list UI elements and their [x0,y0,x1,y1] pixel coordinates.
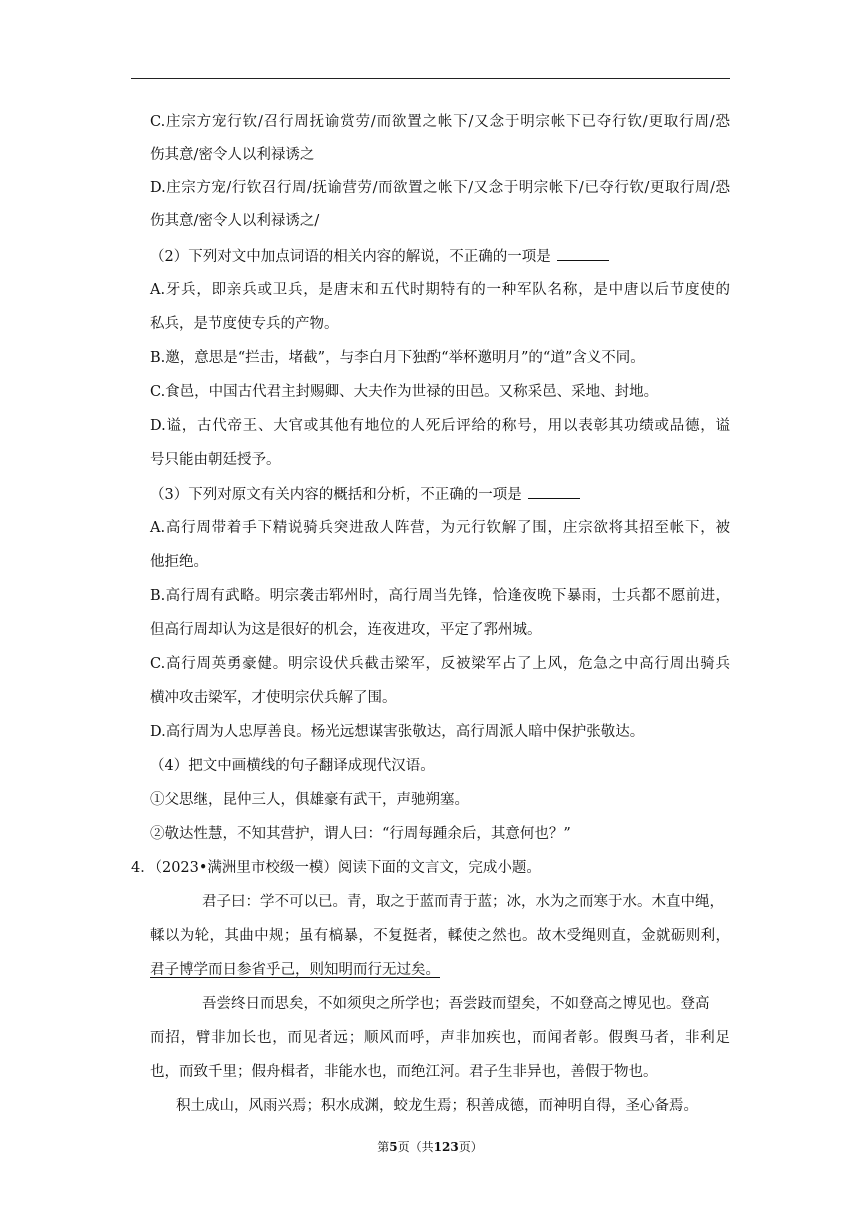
passage-p2-line3: 也，而致千里；假舟楫者，非能水也，而绝江河。君子生非异也，善假于物也。 [150,1064,658,1080]
q3-option-d: D.高行周为人忠厚善良。杨光远想谋害张敬达，高行周派人暗中保护张敬达。 [150,724,645,740]
q3-option-a-line2: 他拒绝。 [150,554,208,570]
q2-option-d-line1: D.谥，古代帝王、大官或其他有地位的人死后评给的称号，用以表彰其功绩或品德，谥 [150,418,730,434]
problem-4-heading: 4．（2023•满洲里市校级一模）阅读下面的文言文，完成小题。 [131,860,541,876]
q4-sentence-2: ②敬达性慧，不知其营护，谓人曰：“行周每踵余后，其意何也？” [150,826,571,842]
passage-p3-line1: 积土成山，风雨兴焉；积水成渊，蛟龙生焉；积善成德，而神明自得，圣心备焉。 [176,1098,698,1114]
passage-p1-line2: 輮以为轮，其曲中规；虽有槁暴，不复挺者，輮使之然也。故木受绳则直，金就砺则利， [150,928,730,944]
q3-option-c-line1: C.高行周英勇豪健。明宗设伏兵截击梁军，反被梁军占了上风，危急之中高行周出骑兵 [150,656,730,672]
q3-option-b-line2: 但高行周却认为这是很好的机会，连夜进攻，平定了郛州城。 [150,622,542,638]
option-d-line2: 伤其意/密令人以利禄诱之/ [150,213,320,229]
option-d-line1: D.庄宗方宠/行钦召行周/抚谕营劳/而欲置之帐下/又念于明宗帐下/已夺行钦/更取行周/恐 [150,180,730,196]
q3-option-a-line1: A.高行周带着手下精说骑兵突进敌人阵营，为元行钦解了围，庄宗欲将其招至帐下，被 [150,520,730,536]
q2-option-a-line2: 私兵，是节度使专兵的产物。 [150,316,339,332]
option-c-line2: 伤其意/密令人以利禄诱之 [150,147,315,163]
passage-underlined-sentence: 君子博学而日参省乎己，则知明而行无过矣。 [150,962,440,978]
q2-option-a-line1: A.牙兵，即亲兵或卫兵，是唐末和五代时期特有的一种军队名称，是中唐以后节度使的 [150,282,730,298]
header-rule [131,78,730,79]
q4-sentence-1: ①父思继，昆仲三人，俱雄豪有武干，声驰朔塞。 [150,792,469,808]
page-footer: 第5页（共123页） [377,1140,483,1154]
page-total: 123 [433,1140,459,1154]
q3-option-b-line1: B.高行周有武略。明宗袭击郓州时，高行周当先锋，恰逢夜晚下暴雨，士兵都不愿前进， [150,588,730,604]
option-c-line1: C.庄宗方宠行钦/召行周抚谕赏劳/而欲置之帐下/又念于明宗帐下已夺行钦/更取行周/恐 [150,114,730,130]
passage-p2-line2: 而招，臂非加长也，而见者远；顺风而呼，声非加疾也，而闻者彰。假舆马者，非利足 [150,1030,730,1046]
passage-p2-line1: 吾尝终日而思矣，不如须臾之所学也；吾尝跂而望矣，不如登高之博见也。登高 [202,996,710,1012]
page-number: 5 [389,1140,398,1154]
q3-option-c-line2: 横冲攻击梁军，才使明宗伏兵解了围。 [150,690,397,706]
question-2-stem: （2）下列对文中加点词语的相关内容的解说，不正确的一项是 [150,246,609,267]
q2-option-c: C.食邑，中国古代君主封赐卿、大夫作为世禄的田邑。又称采邑、采地、封地。 [150,384,659,400]
q2-option-b: B.邀，意思是“拦击，堵截”，与李白月下独酌“举杯邀明月”的“道”含义不同。 [150,350,645,366]
answer-blank [528,484,580,499]
passage-p1-line1: 君子曰：学不可以已。青，取之于蓝而青于蓝；冰，水为之而寒于水。木直中绳， [202,894,724,910]
question-3-stem: （3）下列对原文有关内容的概括和分析，不正确的一项是 [150,484,580,505]
answer-blank [557,246,609,261]
q2-option-d-line2: 号只能由朝廷授予。 [150,452,281,468]
question-4-stem: （4）把文中画横线的句子翻译成现代汉语。 [150,758,435,774]
